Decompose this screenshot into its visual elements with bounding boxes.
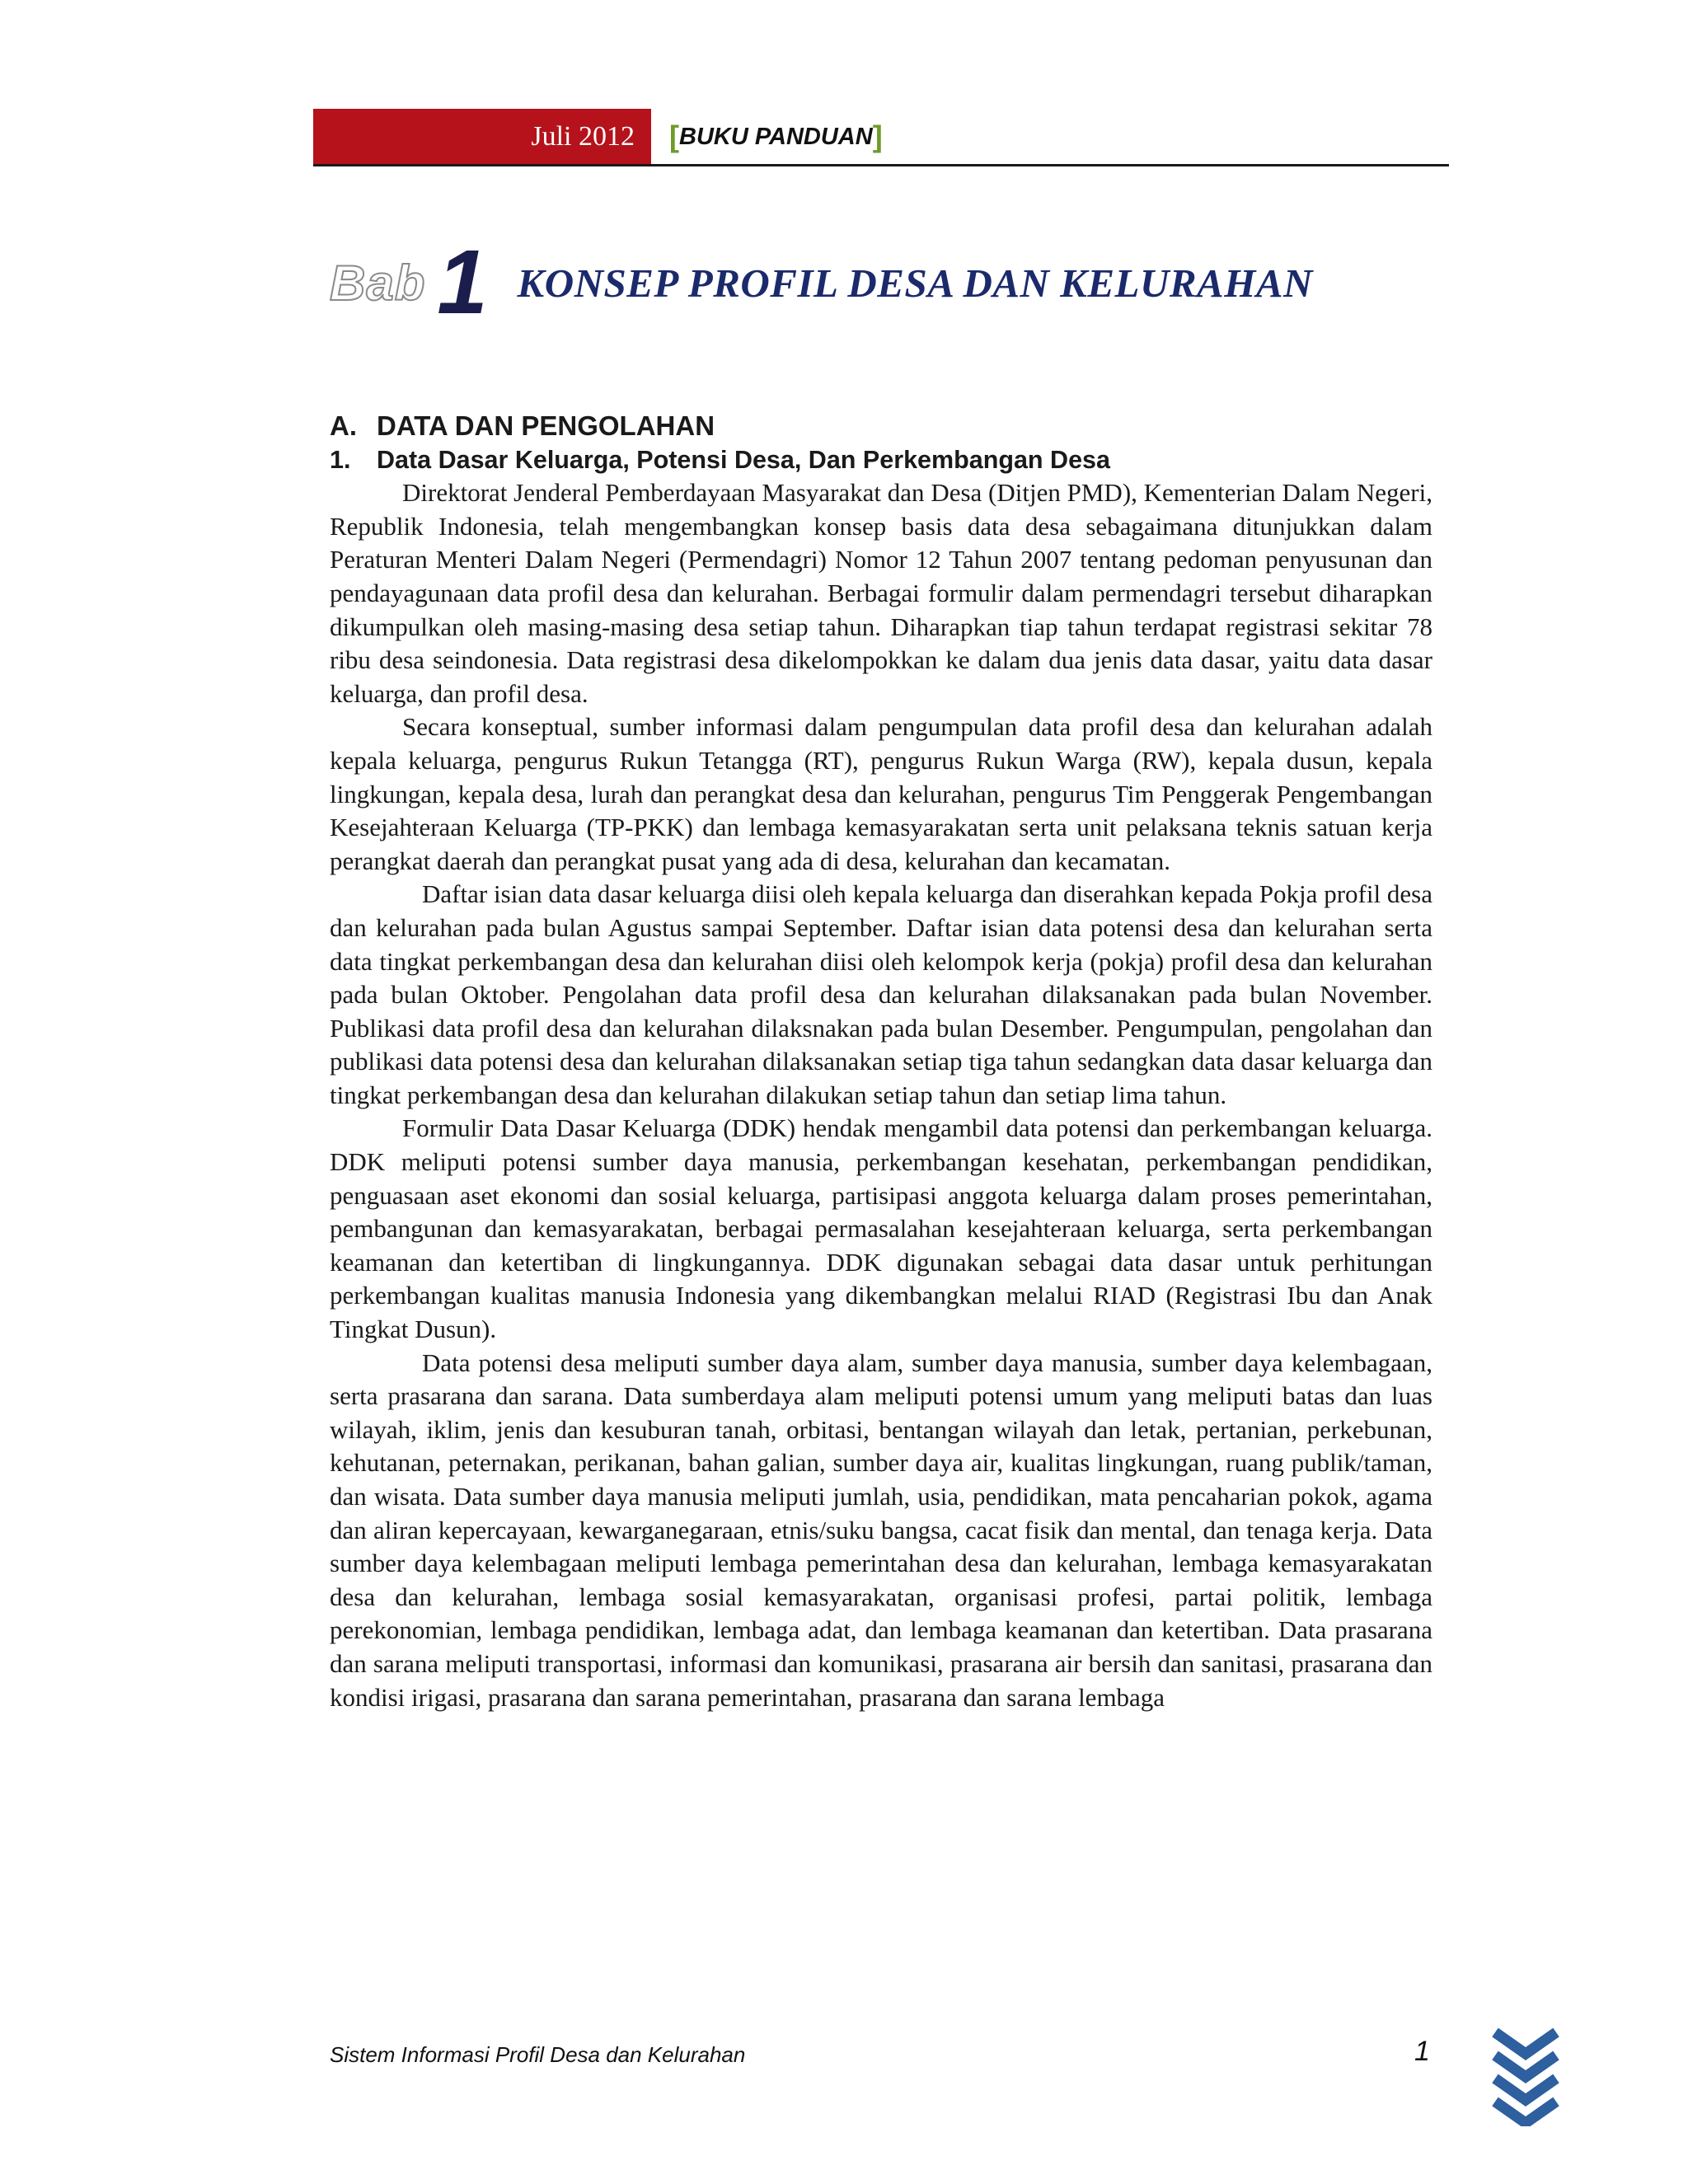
paragraph: Formulir Data Dasar Keluarga (DDK) hendak mengambil data potensi dan perkembangan keluarga. DDK meliputi potensi sumber daya manusia, perkembangan kesehatan, perkembangan pendidikan, penguasaan aset ekonomi dan sosial keluarga, partisipasi anggota keluarga dalam proses pemerintahan, pembangunan dan kemasyarakatan, berbagai permasalahan kesejahteraan keluarga, serta perkembangan keamanan dan ketertiban di lingkungannya. DDK digunakan sebagai data dasar untuk perhitungan perkembangan kualitas manusia Indonesia yang dikembangkan melalui RIAD (Registrasi Ibu dan Anak Tingkat Dusun). <box>330 1113 1432 1344</box>
section-heading <box>330 410 1432 443</box>
chapter-title: KONSEP PROFIL DESA DAN KELURAHAN <box>517 260 1313 306</box>
subsection-title: Data Dasar Keluarga, Potensi Desa, Dan Perkembangan Desa <box>377 445 1110 474</box>
subsection-marker: 1. <box>330 445 351 474</box>
paragraph: Direktorat Jenderal Pemberdayaan Masyarakat dan Desa (Ditjen PMD), Kementerian Dalam Negeri, Republik Indonesia, telah mengembangkan konsep basis data desa sebagaimana ditunjukkan dalam Peraturan Menteri Dalam Negeri (Permendagri) Nomor 12 Tahun 2007 tentang pedoman penyusunan dan pendayagunaan data profil desa dan kelurahan. Berbagai formulir dalam permendagri tersebut diharapkan dikumpulkan oleh masing-masing desa setiap tahun. Diharapkan tiap tahun terdapat registrasi sekitar 78 ribu desa seindonesia. Data registrasi desa dikelompokkan ke dalam dua jenis data dasar, yaitu data dasar keluarga, dan profil desa. <box>330 478 1432 708</box>
paragraph: Daftar isian data dasar keluarga diisi oleh kepala keluarga dan diserahkan kepada Pokja profil desa dan kelurahan pada bulan Agustus sampai September. Daftar isian data potensi desa dan kelurahan serta data tingkat perkembangan desa dan kelurahan diisi oleh kelompok kerja (pokja) profil desa dan kelurahan pada bulan Oktober. Pengolahan data profil desa dan kelurahan dilaksanakan pada bulan November. Publikasi data profil desa dan kelurahan dilaksnakan pada bulan Desember. Pengumpulan, pengolahan dan publikasi data potensi desa dan kelurahan dilaksanakan setiap tiga tahun sedangkan data dasar keluarga dan tingkat perkembangan desa dan kelurahan dilakukan setiap tahun dan setiap lima tahun. <box>330 879 1432 1109</box>
section-marker: A. <box>330 410 357 441</box>
chapter-heading <box>330 232 1313 333</box>
subsection-heading <box>330 443 1432 477</box>
header-tag <box>669 109 883 165</box>
header-tag-label: BUKU PANDUAN <box>679 123 873 150</box>
section-title: DATA DAN PENGOLAHAN <box>377 410 715 441</box>
footer-title: Sistem Informasi Profil Desa dan Kelurahan <box>330 2042 746 2067</box>
chapter-number: 1 <box>437 232 488 333</box>
paragraph: Data potensi desa meliputi sumber daya alam, sumber daya manusia, sumber daya kelembagaan, serta prasarana dan sarana. Data sumberdaya alam meliputi potensi umum yang meliputi batas dan luas wilayah, iklim, jenis dan kesuburan tanah, orbitasi, bentangan wilayah dan letak, pertanian, perkebunan, kehutanan, peternakan, perikanan, bahan galian, sumber daya air, kualitas lingkungan, ruang publik/taman, dan wisata. Data sumber daya manusia meliputi jumlah, usia, pendidikan, mata pencaharian pokok, agama dan aliran kepercayaan, kewarganegaraan, etnis/suku bangsa, cacat fisik dan mental, dan tenaga kerja. Data sumber daya kelembagaan meliputi lembaga pemerintahan desa dan kelurahan, lembaga kemasyarakatan desa dan kelurahan, lembaga sosial kemasyarakatan, organisasi profesi, partai politik, lembaga perekonomian, lembaga pendidikan, lembaga adat, dan lembaga keamanan dan ketertiban. Data prasarana dan sarana meliputi transportasi, informasi dan komunikasi, prasarana air bersih dan sanitasi, prasarana dan kondisi irigasi, prasarana dan sarana pemerintahan, prasarana dan sarana lembaga <box>330 1347 1432 1712</box>
bracket-left: [ <box>669 120 679 153</box>
header-rule <box>313 164 1449 166</box>
page-number: 1 <box>1414 2036 1430 2067</box>
body-content <box>330 410 1432 1714</box>
chevrons-down-icon[interactable] <box>1490 2027 1561 2126</box>
chapter-prefix: Bab <box>330 255 426 311</box>
header-date: Juli 2012 <box>531 121 635 152</box>
paragraph: Secara konseptual, sumber informasi dalam pengumpulan data profil desa dan kelurahan adalah kepala keluarga, pengurus Rukun Tetangga (RT), pengurus Rukun Warga (RW), kepala dusun, kepala lingkungan, kepala desa, lurah dan perangkat desa dan kelurahan, pengurus Tim Penggerak Pengembangan Kesejahteraan Keluarga (TP-PKK) dan lembaga kemasyarakatan serta unit pelaksana teknis satuan kerja perangkat daerah dan perangkat pusat yang ada di desa, kelurahan dan kecamatan. <box>330 712 1432 875</box>
bracket-right: ] <box>872 120 883 153</box>
